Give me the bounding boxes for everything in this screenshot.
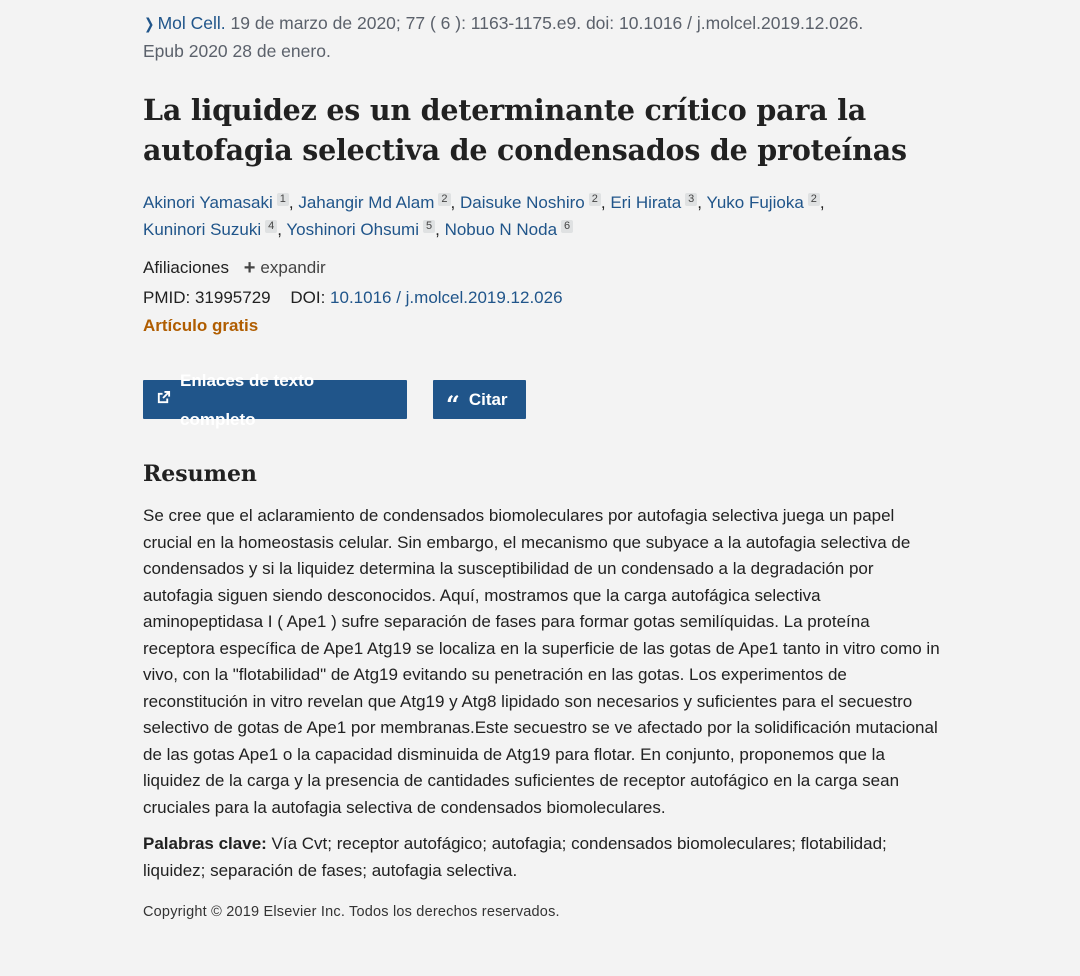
affiliation-ref[interactable]: 6 [561, 220, 573, 233]
author-link[interactable]: Akinori Yamasaki [143, 193, 273, 212]
author-link[interactable]: Yuko Fujioka [706, 193, 804, 212]
expand-affiliations-button[interactable] [244, 258, 326, 277]
affiliation-ref[interactable]: 1 [277, 193, 289, 206]
quote-icon: “ [446, 389, 460, 419]
author-link[interactable]: Daisuke Noshiro [460, 193, 585, 212]
citation [143, 10, 943, 64]
cite-label: Citar [468, 390, 508, 409]
action-buttons [143, 370, 943, 429]
affiliation-ref[interactable]: 2 [808, 193, 820, 206]
affiliation-ref[interactable]: 4 [265, 220, 277, 233]
full-text-links-label: Enlaces de texto completo [180, 370, 315, 429]
citation-details: 19 de marzo de 2020; 77 ( 6 ): 1163-1175.e9. doi: 10.1016 / j.molcel.2019.12.026. [225, 13, 864, 33]
pmid-label: PMID: [143, 288, 191, 307]
full-text-links-button[interactable] [143, 370, 407, 429]
journal-link[interactable]: Mol Cell. [157, 13, 226, 33]
affiliations-row [143, 255, 943, 280]
abstract-heading: Resumen [143, 461, 257, 487]
identifiers-row [143, 286, 943, 310]
affiliation-ref[interactable]: 3 [685, 193, 697, 206]
affiliation-ref[interactable]: 2 [589, 193, 601, 206]
affiliation-ref[interactable]: 5 [423, 220, 435, 233]
author-link[interactable]: Jahangir Md Alam [298, 193, 435, 212]
free-article-badge: Artículo gratis [143, 316, 259, 335]
doi-link[interactable]: 10.1016 / j.molcel.2019.12.026 [330, 288, 563, 307]
cite-button[interactable] [433, 380, 526, 419]
plus-icon: + [243, 257, 256, 279]
chevron-right-icon: ❯ [144, 16, 155, 33]
external-link-icon [156, 380, 171, 419]
affiliation-ref[interactable]: 2 [438, 193, 450, 206]
article-content [143, 10, 943, 922]
article-title: La liquidez es un determinante crítico para la autofagia selectiva de condensados de proteínas [143, 93, 907, 167]
keywords-text: Vía Cvt; receptor autofágico; autofagia; condensados biomoleculares; flotabilidad; liquidez; separación de fases; autofagia selectiva. [143, 834, 887, 880]
author-link[interactable]: Yoshinori Ohsumi [286, 219, 419, 239]
keywords [143, 831, 943, 884]
author-link[interactable]: Kuninori Suzuki [143, 219, 262, 239]
abstract-text: Se cree que el aclaramiento de condensados biomoleculares por autofagia selectiva juega un papel crucial en la homeostasis celular. Sin embargo, el mecanismo que subyace a la autofagia selectiva de condensados y si la liquidez determina la susceptibilidad de un condensado a la degradación por autofagia siguen siendo desconocidos. Aquí, mostramos que la carga autofágica selectiva aminopeptidasa I ( Ape1 ) sufre separación de fases para formar gotas semilíquidas. La proteína receptora específica de Ape1 Atg19 se localiza en la superficie de las gotas de Ape1 tanto in vitro como in vivo, con la "flotabilidad" de Atg19 evitando su penetración en las gotas. Los experimentos de reconstitución in vitro revelan que Atg19 y Atg8 lipidado son necesarios y suficientes para el secuestro selectivo de gotas de Ape1 por membranas.Este secuestro se ve afectado por la solidificación mutacional de las gotas Ape1 o la capacidad disminuida de Atg19 para flotar. En conjunto, proponemos que la liquidez de la carga y la presencia de cantidades suficientes de receptor autofágico en la carga sean cruciales para la autofagia selectiva de condensados biomoleculares. [143, 506, 940, 817]
epub-date: Epub 2020 28 de enero. [143, 41, 331, 61]
copyright-notice: Copyright © 2019 Elsevier Inc. Todos los derechos reservados. [143, 904, 560, 920]
doi-label: DOI: [290, 288, 326, 307]
affiliations-label: Afiliaciones [143, 258, 229, 277]
author-list: Akinori Yamasaki 1 , Jahangir Md Alam 2 , Daisuke Noshiro 2 , Eri Hirata 3 , Yuko Fujioka 2 , Kuninori Suzuki 4 , Yoshinori Ohsumi 5 , Nobuo N Noda 6 [143, 193, 825, 239]
expand-label: expandir [260, 258, 326, 277]
author-link[interactable]: Nobuo N Noda [444, 219, 558, 239]
keywords-label: Palabras clave: [143, 834, 267, 853]
pmid-value: 31995729 [194, 288, 271, 307]
author-link[interactable]: Eri Hirata [610, 193, 682, 212]
